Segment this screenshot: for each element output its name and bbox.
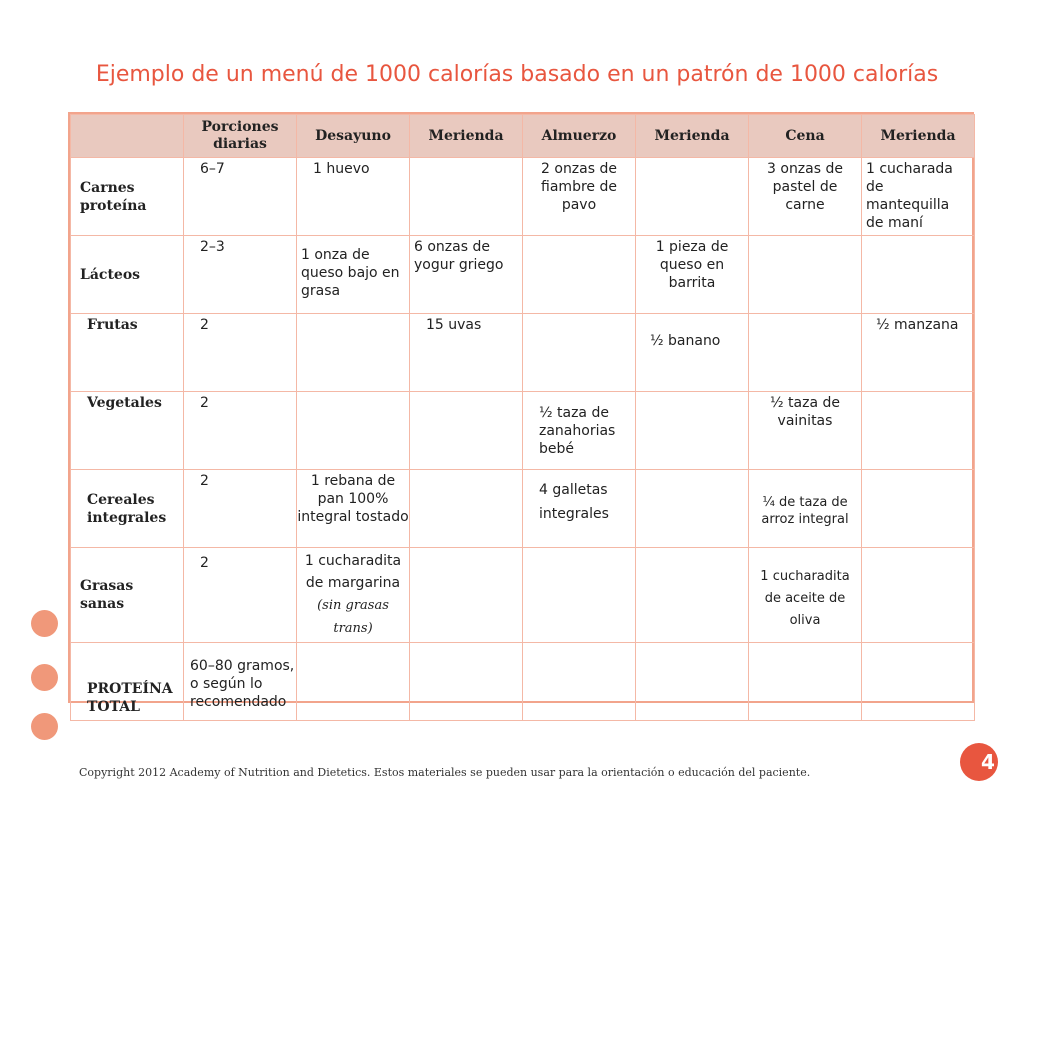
table-cell <box>862 392 975 470</box>
table-row <box>71 236 975 314</box>
table-cell: 4 galletas integrales <box>523 470 636 548</box>
header-merienda-1: Merienda <box>410 115 523 158</box>
table-cell: 6–7 <box>184 158 297 236</box>
table-cell <box>297 392 410 470</box>
table-cell <box>749 236 862 314</box>
table-cell <box>297 314 410 392</box>
table-cell: 2 <box>184 548 297 643</box>
table-cell: 15 uvas <box>410 314 523 392</box>
table-cell <box>636 158 749 236</box>
table-cell: 1 pieza de queso en barrita <box>636 236 749 314</box>
table-cell <box>297 643 410 721</box>
decorative-dot <box>31 664 58 691</box>
table-cell <box>523 314 636 392</box>
header-desayuno: Desayuno <box>297 115 410 158</box>
menu-table <box>68 112 974 715</box>
header-merienda-3: Merienda <box>862 115 975 158</box>
table-cell <box>636 643 749 721</box>
table-cell: ½ taza de vainitas <box>749 392 862 470</box>
cell-text: 1 cucharadita de margarina <box>304 553 402 591</box>
table-cell: 1 cucharada de mantequilla de maní <box>862 158 975 236</box>
header-almuerzo: Almuerzo <box>523 115 636 158</box>
header-merienda-2: Merienda <box>636 115 749 158</box>
copyright-text: Copyright 2012 Academy of Nutrition and Dietetics. Estos materiales se pueden usar para la orientación o educación del paciente. <box>79 766 811 779</box>
table-cell <box>636 392 749 470</box>
header-porciones: Porciones diarias <box>184 115 297 158</box>
table-cell <box>410 392 523 470</box>
table-row <box>71 470 975 548</box>
table-cell: 2 onzas de fiambre de pavo <box>523 158 636 236</box>
table-cell <box>523 643 636 721</box>
table-cell: 3 onzas de pastel de carne <box>749 158 862 236</box>
table-cell <box>862 643 975 721</box>
row-label: PROTEÍNA TOTAL <box>71 643 184 721</box>
row-label: Cereales integrales <box>71 470 184 548</box>
table-cell: 6 onzas de yogur griego <box>410 236 523 314</box>
table-row <box>71 158 975 236</box>
table-cell <box>636 548 749 643</box>
table-cell <box>410 470 523 548</box>
table-row <box>71 643 975 721</box>
table-cell: ½ banano <box>636 314 749 392</box>
table-cell: ½ taza de zanahorias bebé <box>523 392 636 470</box>
row-label: Lácteos <box>71 236 184 314</box>
table-cell: 1 cucharadita de aceite de oliva <box>749 548 862 643</box>
table-cell: 2 <box>184 470 297 548</box>
table-cell <box>297 548 410 643</box>
table-cell: 2 <box>184 314 297 392</box>
table-cell <box>523 548 636 643</box>
header-cena: Cena <box>749 115 862 158</box>
table-cell: 1 huevo <box>297 158 410 236</box>
table-cell <box>410 643 523 721</box>
table-cell: 60–80 gramos, o según lo recomendado <box>184 643 297 721</box>
table-cell <box>862 548 975 643</box>
table-cell <box>410 548 523 643</box>
page-title: Ejemplo de un menú de 1000 calorías basado en un patrón de 1000 calorías <box>95 62 939 87</box>
header-empty <box>71 115 184 158</box>
table-cell: ¼ de taza de arroz integral <box>749 470 862 548</box>
row-label: Grasas sanas <box>71 548 184 643</box>
page-number-badge: 4 <box>960 743 998 781</box>
table-header-row <box>71 115 975 158</box>
table-cell <box>862 470 975 548</box>
table-row <box>71 548 975 643</box>
table-cell: 2 <box>184 392 297 470</box>
table-cell: 1 rebana de pan 100% integral tostado <box>297 470 410 548</box>
table-row <box>71 314 975 392</box>
cell-note: (sin grasas trans) <box>317 598 389 636</box>
row-label: Vegetales <box>71 392 184 470</box>
table-cell <box>749 643 862 721</box>
row-label: Frutas <box>71 314 184 392</box>
table-row <box>71 392 975 470</box>
table-cell: 1 onza de queso bajo en grasa <box>297 236 410 314</box>
table-cell <box>523 236 636 314</box>
decorative-dot <box>31 610 58 637</box>
table-cell: ½ manzana <box>862 314 975 392</box>
table-cell: 2–3 <box>184 236 297 314</box>
table-cell <box>410 158 523 236</box>
table-cell <box>749 314 862 392</box>
table-cell <box>862 236 975 314</box>
table-cell <box>636 470 749 548</box>
decorative-dot <box>31 713 58 740</box>
row-label: Carnes proteína <box>71 158 184 236</box>
